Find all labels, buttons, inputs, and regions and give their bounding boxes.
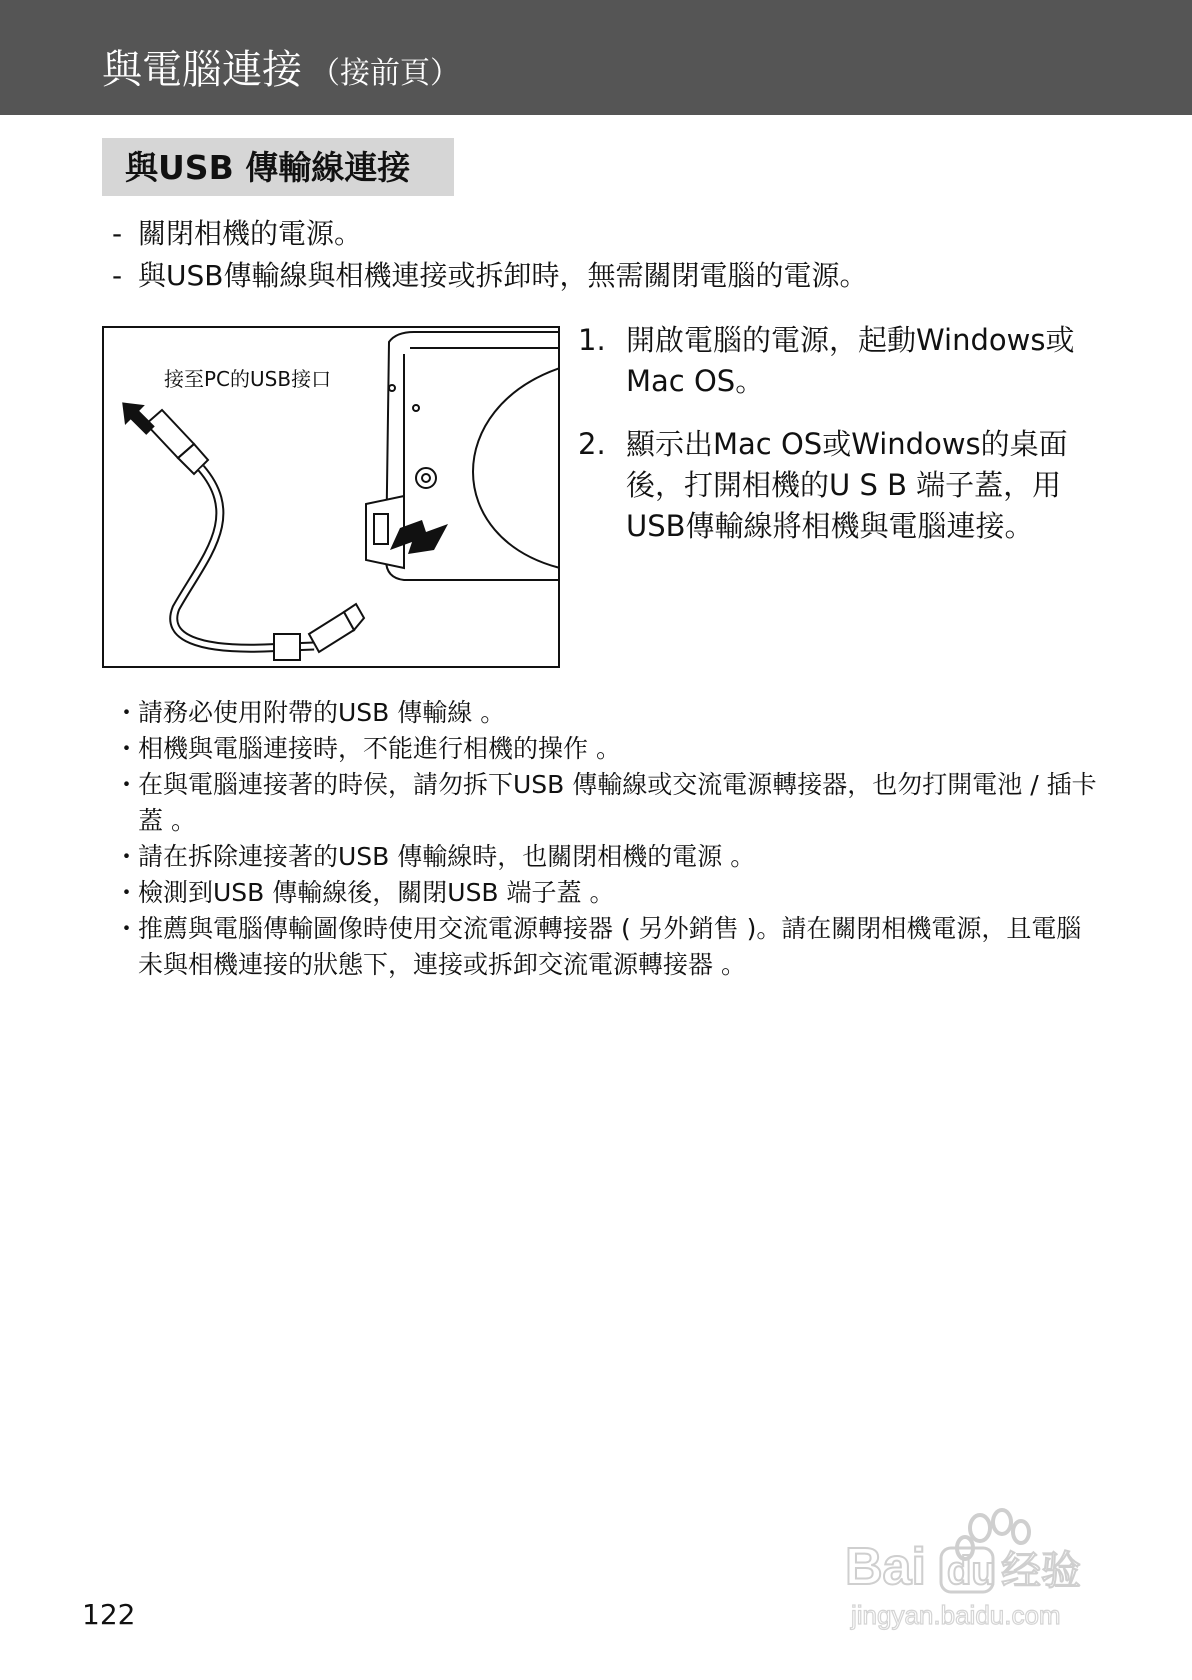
step-item <box>578 424 1098 547</box>
note-item <box>114 731 1104 767</box>
intro-text: 與USB傳輸線與相機連接或拆卸時，無需關閉電腦的電源。 <box>138 259 868 292</box>
note-text: 檢測到USB 傳輸線後，關閉USB 端子蓋 。 <box>138 878 615 907</box>
bullet-marker: ・ <box>114 878 140 907</box>
dash-marker: - <box>112 217 123 250</box>
step-item <box>578 320 1098 402</box>
page-title-main: 與電腦連接 <box>102 47 302 93</box>
watermark-url: jingyan.baidu.com <box>851 1600 1061 1630</box>
usb-cable <box>174 468 314 648</box>
bullet-marker: ・ <box>114 698 140 727</box>
bullet-marker: ・ <box>114 734 140 763</box>
mini-usb-plug <box>309 604 364 652</box>
dash-marker: - <box>112 259 123 292</box>
svg-text:经验: 经验 <box>1001 1548 1081 1594</box>
bullet-marker: ・ <box>114 914 140 943</box>
bullet-marker: ・ <box>114 842 140 871</box>
usb-connection-illustration <box>102 326 560 668</box>
note-item <box>114 695 1104 731</box>
ferrite-core <box>274 634 300 660</box>
note-item <box>114 839 1104 875</box>
step-text: 顯示出Mac OS或Windows的桌面後，打開相機的U S B 端子蓋，用USB傳輸線將相機與電腦連接。 <box>626 427 1068 543</box>
step-number: 2. <box>578 427 606 461</box>
note-item <box>114 911 1104 983</box>
step-number: 1. <box>578 323 606 357</box>
intro-item <box>112 216 362 252</box>
step-text: 開啟電腦的電源，起動Windows或Mac OS。 <box>626 323 1075 398</box>
notes-list <box>114 695 1104 983</box>
page-title-continued: （接前頁） <box>310 56 460 91</box>
note-item <box>114 767 1104 839</box>
note-text: 在與電腦連接著的時侯，請勿拆下USB 傳輸線或交流電源轉接器，也勿打開電池 / 插卡蓋 。 <box>138 770 1097 835</box>
bullet-marker: ・ <box>114 770 140 799</box>
note-item <box>114 875 1104 911</box>
note-text: 相機與電腦連接時，不能進行相機的操作 。 <box>138 734 621 763</box>
watermark-brand: Bai <box>845 1538 926 1596</box>
page-title <box>102 46 460 98</box>
intro-text: 關閉相機的電源。 <box>138 217 363 250</box>
note-text: 推薦與電腦傳輸圖像時使用交流電源轉接器 ( 另外銷售 )。請在關閉相機電源，且電腦未與相機連接的狀態下，連接或拆卸交流電源轉接器 。 <box>138 914 1082 979</box>
intro-item <box>112 258 867 294</box>
section-heading: 與USB 傳輸線連接 <box>125 148 411 187</box>
usb-plug-icon <box>146 410 208 474</box>
svg-text:du: du <box>947 1549 996 1593</box>
watermark-logo <box>845 1500 1135 1640</box>
baidu-watermark <box>845 1500 1135 1644</box>
note-text: 請務必使用附帶的USB 傳輸線 。 <box>138 698 506 727</box>
figure-caption: 接至PC的USB接口 <box>164 367 332 391</box>
page-number: 122 <box>82 1598 136 1631</box>
note-text: 請在拆除連接著的USB 傳輸線時，也關閉相機的電源 。 <box>138 842 756 871</box>
